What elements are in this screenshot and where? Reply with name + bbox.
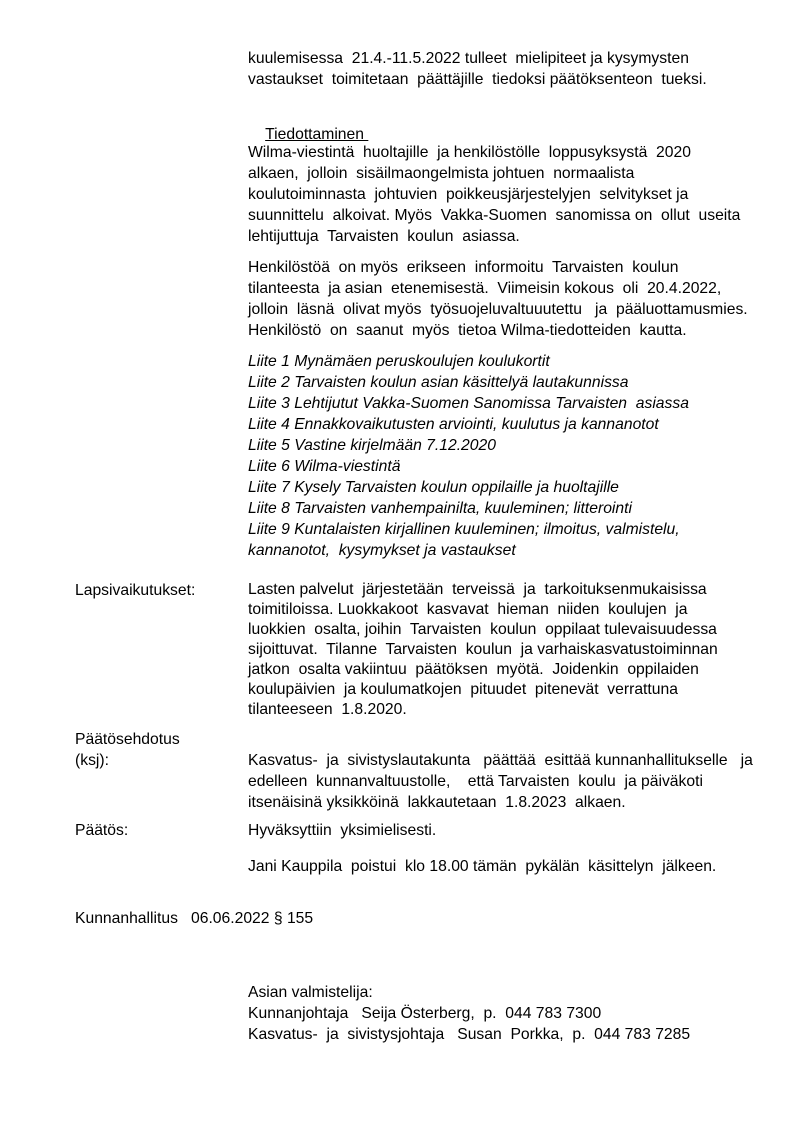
kunnanhallitus-reference: Kunnanhallitus 06.06.2022 § 155 xyxy=(75,910,314,927)
text-line: Asian valmistelija: xyxy=(248,984,373,1001)
paatos-label: Päätös: xyxy=(75,822,129,839)
section-heading-text: Tiedottaminen xyxy=(265,126,369,143)
text-line: Liite 8 Tarvaisten vanhempainilta, kuuleminen; litterointi xyxy=(248,500,632,517)
text-line: tilanteeseen 1.8.2020. xyxy=(248,701,407,718)
text-line: lehtijuttuja Tarvaisten koulun asiassa. xyxy=(248,228,520,245)
text-line: Lasten palvelut järjestetään terveissä ja tarkoituksenmukaisissa xyxy=(248,581,707,598)
text-line: Henkilöstöä on myös erikseen informoitu Tarvaisten koulun xyxy=(248,259,679,276)
text-line: luokkien osalta, joihin Tarvaisten koulun oppilaat tulevaisuudessa xyxy=(248,621,717,638)
text-line: Kasvatus- ja sivistysjohtaja Susan Porkka, p. 044 783 7285 xyxy=(248,1026,691,1043)
text-line: koulutoiminnasta johtuvien poikkeusjärjestelyjen selvitykset ja xyxy=(248,186,689,203)
text-line: Liite 7 Kysely Tarvaisten koulun oppilaille ja huoltajille xyxy=(248,479,619,496)
intro-paragraph xyxy=(248,48,707,90)
text-line: Kunnanjohtaja Seija Österberg, p. 044 783 7300 xyxy=(248,1005,602,1022)
text-line: jatkon osalta vakiintuu päätöksen myötä. Joidenkin oppilaiden xyxy=(248,661,699,678)
text-line: alkaen, jolloin sisäilmaongelmista johtuen normaalista xyxy=(248,165,635,182)
text-line: itsenäisinä yksikköinä lakkautetaan 1.8.2023 alkaen. xyxy=(248,794,626,811)
text-line: Henkilöstö on saanut myös tietoa Wilma-tiedotteiden kautta. xyxy=(248,322,687,339)
text-line: Päätösehdotus xyxy=(75,731,180,748)
henkilosto-paragraph xyxy=(248,257,748,341)
attachments-list xyxy=(248,351,689,561)
text-line: kannanotot, kysymykset ja vastaukset xyxy=(248,542,516,559)
preparer-contact-info xyxy=(248,982,690,1045)
text-line: Liite 6 Wilma-viestintä xyxy=(248,458,401,475)
tiedottaminen-paragraph xyxy=(248,142,740,247)
text-line: Liite 5 Vastine kirjelmään 7.12.2020 xyxy=(248,437,496,454)
text-line: jolloin läsnä olivat myös työsuojeluvaltuuutettu ja pääluottamusmies. xyxy=(248,301,748,318)
text-line: Liite 3 Lehtijutut Vakka-Suomen Sanomissa Tarvaisten asiassa xyxy=(248,395,689,412)
jani-kauppila-note: Jani Kauppila poistui klo 18.00 tämän pykälän käsittelyn jälkeen. xyxy=(248,858,717,875)
paatosehdotus-paragraph xyxy=(248,750,753,813)
text-line: (ksj): xyxy=(75,752,109,769)
text-line: kuulemisessa 21.4.-11.5.2022 tulleet mielipiteet ja kysymysten xyxy=(248,50,689,67)
paatos-text: Hyväksyttiin yksimielisesti. xyxy=(248,822,437,839)
text-line: Liite 9 Kuntalaisten kirjallinen kuuleminen; ilmoitus, valmistelu, xyxy=(248,521,680,538)
text-line: suunnittelu alkoivat. Myös Vakka-Suomen sanomissa on ollut useita xyxy=(248,207,741,224)
text-line: Wilma-viestintä huoltajille ja henkilöstölle loppusyksystä 2020 xyxy=(248,144,691,161)
lapsivaikutukset-label: Lapsivaikutukset: xyxy=(75,582,196,599)
text-line: edelleen kunnanvaltuustolle, että Tarvaisten koulu ja päiväkoti xyxy=(248,773,703,790)
text-line: Liite 2 Tarvaisten koulun asian käsittelyä lautakunnissa xyxy=(248,374,629,391)
text-line: toimitiloissa. Luokkakoot kasvavat hieman niiden koulujen ja xyxy=(248,601,688,618)
text-line: Liite 4 Ennakkovaikutusten arviointi, kuulutus ja kannanotot xyxy=(248,416,659,433)
text-line: vastaukset toimitetaan päättäjille tiedoksi päätöksenteon tueksi. xyxy=(248,71,707,88)
text-line: Kasvatus- ja sivistyslautakunta päättää esittää kunnanhallitukselle ja xyxy=(248,752,753,769)
lapsivaikutukset-paragraph xyxy=(248,580,718,720)
text-line: sijoittuvat. Tilanne Tarvaisten koulun ja varhaiskasvatustoiminnan xyxy=(248,641,718,658)
text-line: tilanteesta ja asian etenemisestä. Viimeisin kokous oli 20.4.2022, xyxy=(248,280,722,297)
text-line: koulupäivien ja koulumatkojen pituudet pitenevät verrattuna xyxy=(248,681,678,698)
text-line: Liite 1 Mynämäen peruskoulujen koulukortit xyxy=(248,353,550,370)
paatosehdotus-label xyxy=(75,729,180,771)
